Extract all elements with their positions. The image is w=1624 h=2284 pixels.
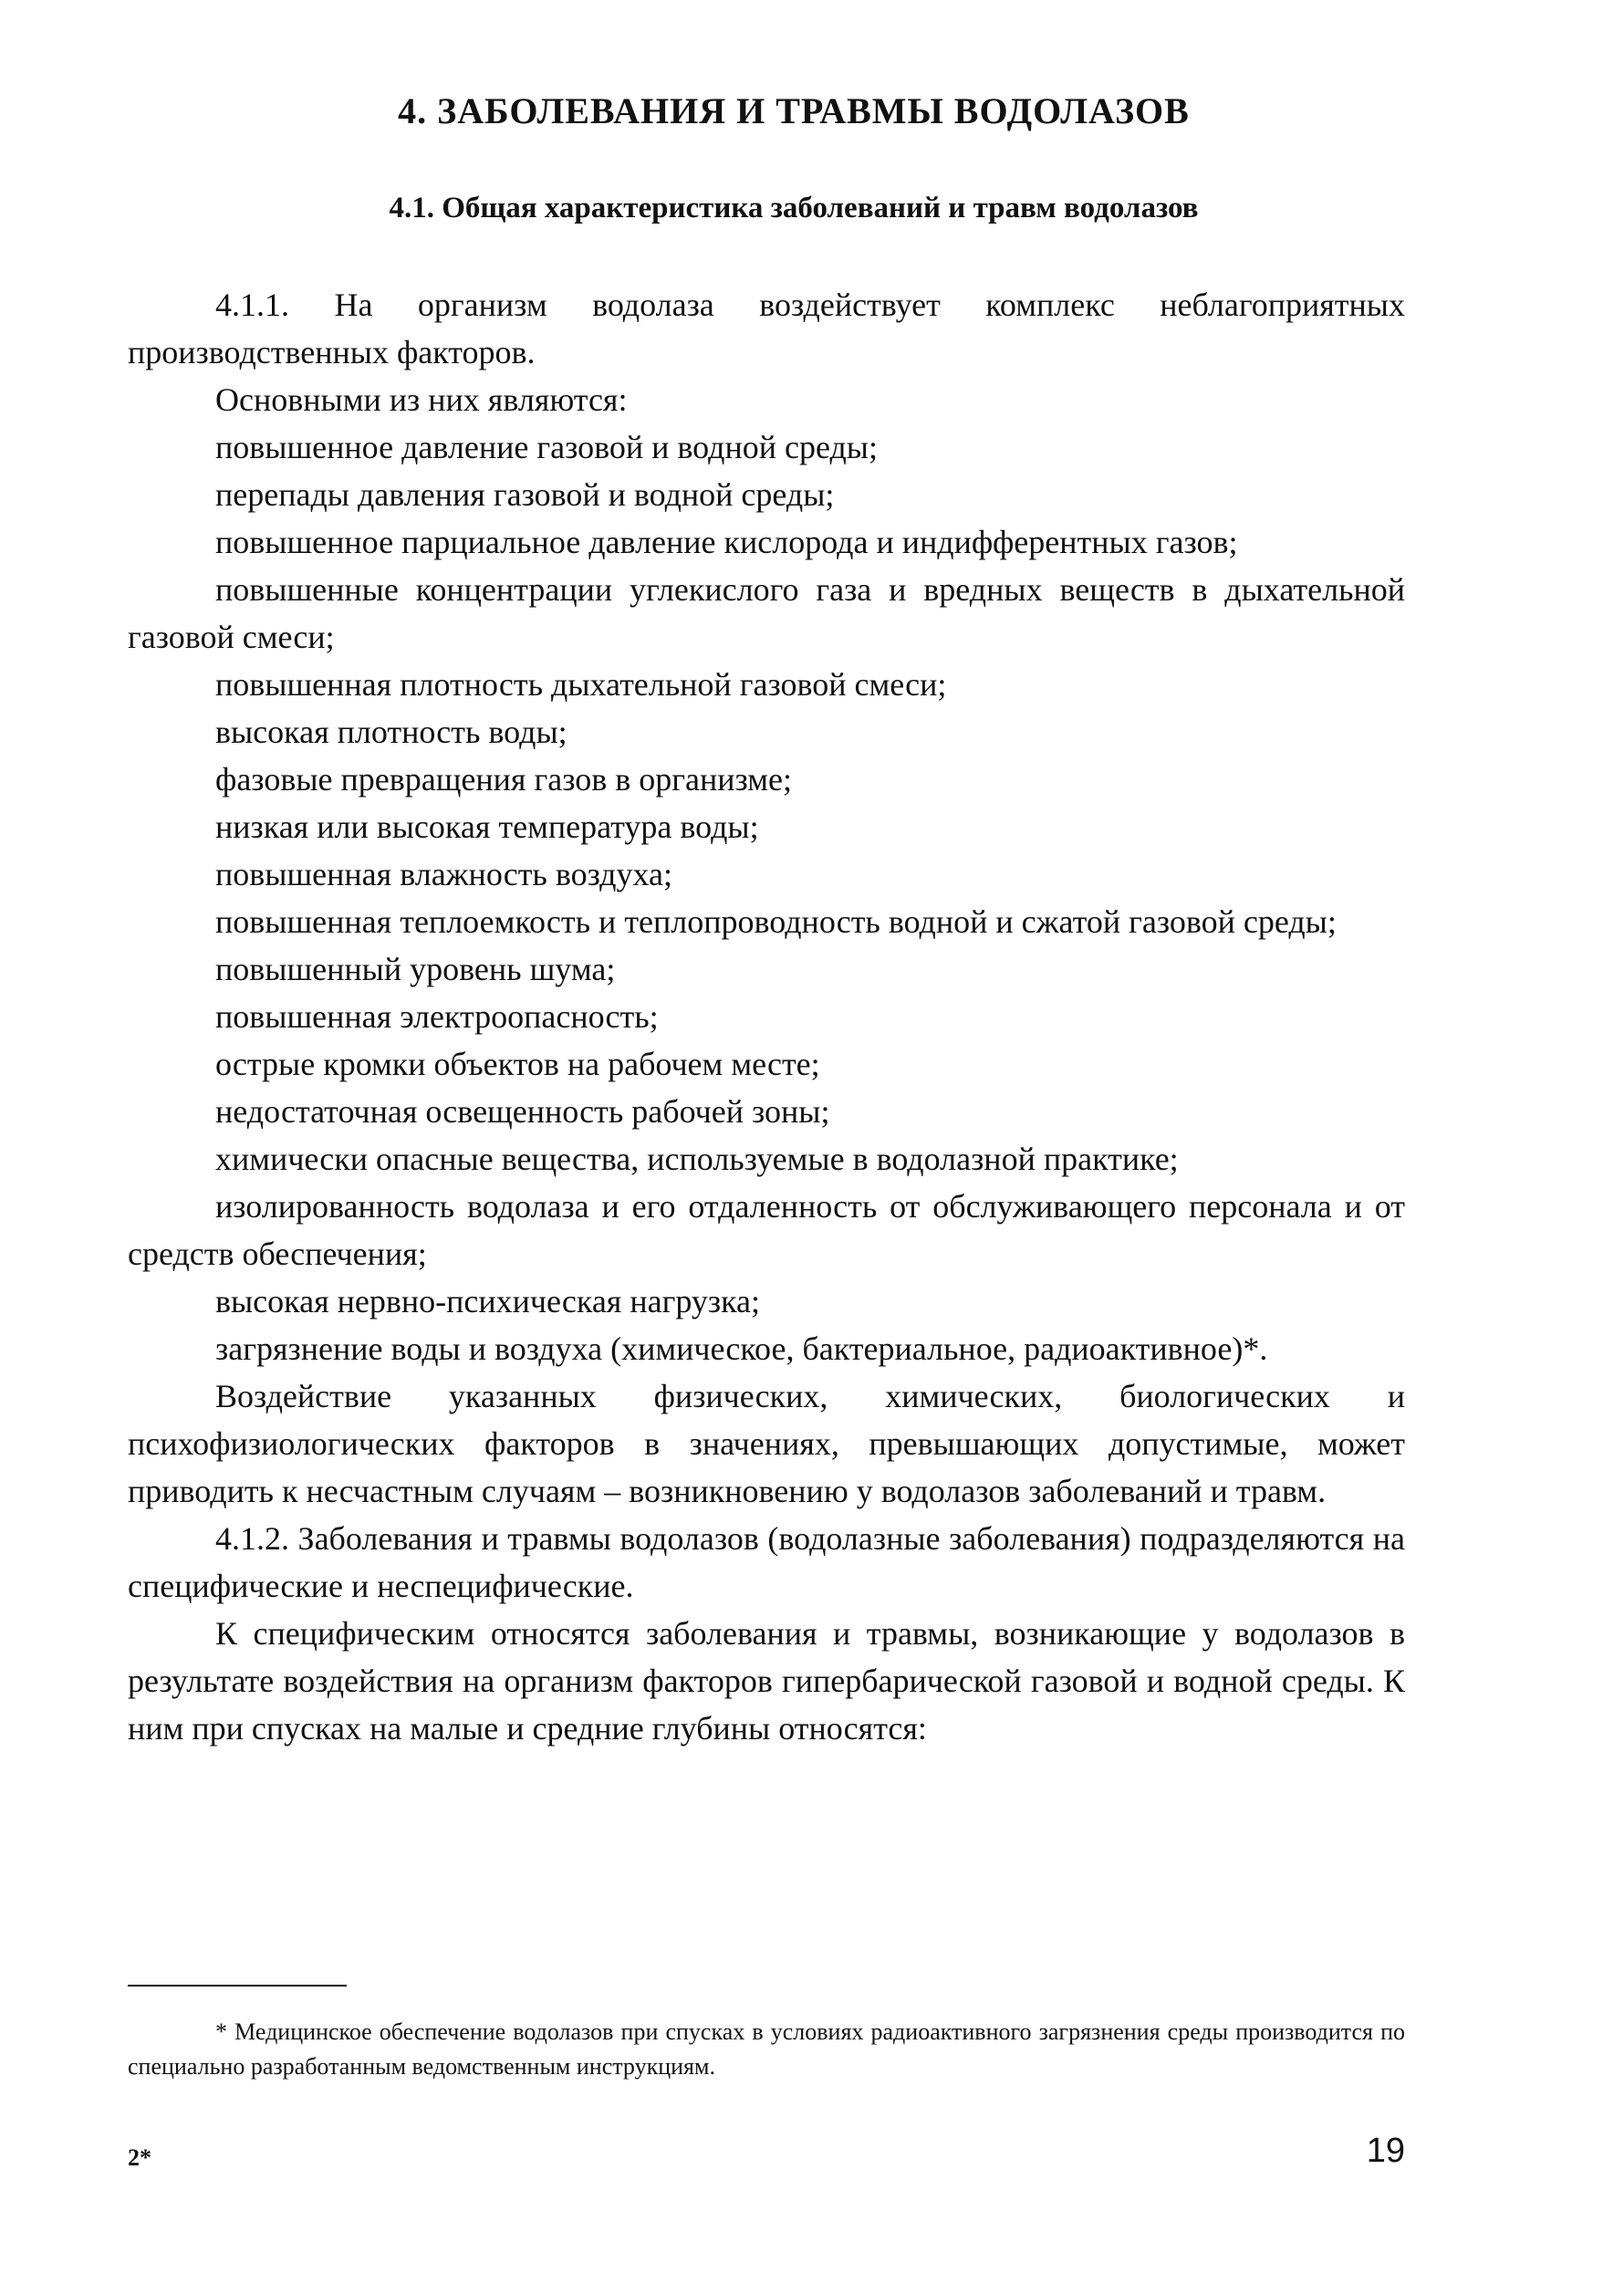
paragraph: Воздействие указанных физических, химических, биологических и психофизиологических факторов в значениях, превышающих допустимые, может приводить к несчастным случаям – возникновению у водолазов заболеваний и травм. bbox=[128, 1378, 1405, 1509]
paragraph: Основными из них являются: bbox=[215, 381, 628, 418]
list-item: повышенная плотность дыхательной газовой смеси; bbox=[215, 666, 947, 703]
list-item: острые кромки объектов на рабочем месте; bbox=[215, 1046, 820, 1082]
paragraph: К специфическим относятся заболевания и травмы, возникающие у водолазов в результате воздействия на организм факторов гипербарической газовой и водной среды. К ним при спусках на малые и средние глубины относятся: bbox=[128, 1615, 1405, 1747]
list-item: высокая нервно-психическая нагрузка; bbox=[215, 1283, 761, 1319]
footnote-divider bbox=[128, 1985, 347, 1987]
paragraph: 4.1.1. На организм водолаза воздействует комплекс неблагоприятных производственных факторов. bbox=[128, 287, 1405, 370]
list-item: низкая или высокая температура воды; bbox=[215, 808, 759, 845]
list-item: повышенные концентрации углекислого газа и вредных веществ в дыхательной газовой смеси; bbox=[128, 571, 1405, 655]
chapter-title: 4. ЗАБОЛЕВАНИЯ И ТРАВМЫ ВОДОЛАЗОВ bbox=[398, 90, 1190, 131]
list-item: повышенная влажность воздуха; bbox=[215, 856, 672, 892]
list-item: перепады давления газовой и водной среды; bbox=[215, 476, 835, 513]
body-text bbox=[128, 281, 1405, 1752]
signature-mark: 2* bbox=[128, 2144, 151, 2171]
list-item: фазовые превращения газов в организме; bbox=[215, 761, 792, 798]
section-title: 4.1. Общая характеристика заболеваний и травм водолазов bbox=[389, 192, 1199, 224]
list-item: химически опасные вещества, используемые в водолазной практике; bbox=[215, 1141, 1179, 1177]
list-item: повышенная электроопасность; bbox=[215, 998, 659, 1035]
list-item: недостаточная освещенность рабочей зоны; bbox=[215, 1093, 830, 1130]
footnote bbox=[128, 2015, 1405, 2084]
list-item: повышенное парциальное давление кислорода и индифферентных газов; bbox=[215, 524, 1238, 560]
footnote-text: * Медицинское обеспечение водолазов при спусках в условиях радиоактивного загрязнения среды производится по специально разработанным ведомственным инструкциям. bbox=[128, 2018, 1405, 2080]
paragraph: 4.1.2. Заболевания и травмы водолазов (водолазные заболевания) подразделяются на специфические и неспецифические. bbox=[128, 1520, 1405, 1604]
list-item: загрязнение воды и воздуха (химическое, бактериальное, радиоактивное)*. bbox=[215, 1330, 1268, 1367]
list-item: повышенный уровень шума; bbox=[215, 951, 616, 987]
page-number: 19 bbox=[1366, 2132, 1405, 2170]
list-item: повышенная теплоемкость и теплопроводность водной и сжатой газовой среды; bbox=[215, 903, 1337, 940]
list-item: высокая плотность воды; bbox=[215, 714, 567, 750]
list-item: повышенное давление газовой и водной среды; bbox=[215, 429, 878, 465]
list-item: изолированность водолаза и его отдаленность от обслуживающего персонала и от средств обеспечения; bbox=[128, 1188, 1405, 1272]
